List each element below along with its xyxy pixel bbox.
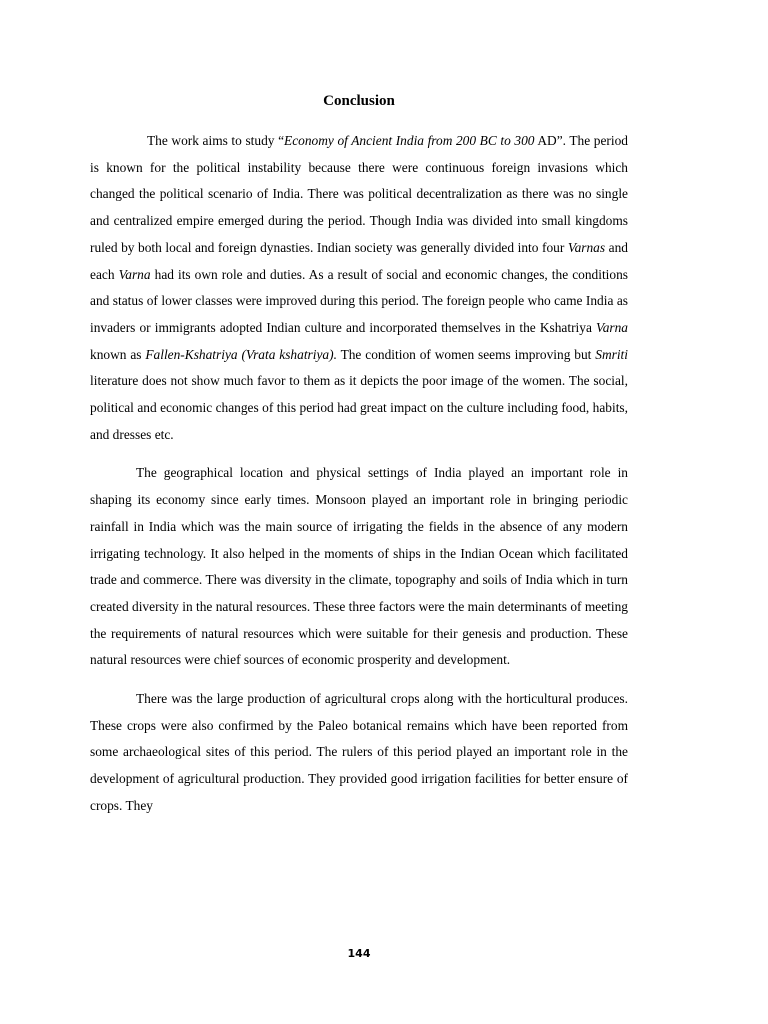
paragraph-1-text: The work aims to study “ [147,133,285,148]
page-number: 144 [347,947,371,960]
paragraph-1-text: literature does not show much favor to them as it depicts the poor image of the women. The social, political and economic changes of this period had great impact on the culture including food, habits, and dresses etc. [90,373,628,442]
paragraph-1-text: and each [90,239,628,282]
document-body [90,128,628,832]
paragraph-1-emphasis: Fallen-Kshatriya (Vrata kshatriya). [145,346,337,362]
paragraph-1-text: had its own role and duties. As a result of social and economic changes, the conditions and status of lower classes were improved during this period. The foreign people who came India as invaders or immigrants adopted Indian culture and incorporated themselves in the Kshatriya [90,266,628,335]
paragraph-1-text: AD”. The period is known for the political instability because there were continuous foreign invasions which changed the political scenario of India. There was political decentralization as there was no single and centralized empire emerged during the period. Though India was divided into small kingdoms ruled by both local and foreign dynasties. Indian society was generally divided into four [90,133,628,255]
paragraph-1-emphasis: Varnas [567,239,606,255]
document-page [90,0,628,1024]
paragraph-2: The geographical location and physical settings of India played an important role in shaping its economy since early times. Monsoon played an important role in bringing periodic rainfall in India which was the main source of irrigating the fields in the absence of any modern irrigating technology. It also helped in the moments of ships in the Indian Ocean which facilitated trade and commerce. There was diversity in the climate, topography and soils of India which in turn created diversity in the natural resources. These three factors were the main determinants of meeting the requirements of natural resources which were suitable for their genesis and production. These natural resources were chief sources of economic prosperity and development. [90,465,628,668]
paragraph-1-text: The condition of women seems improving but [336,346,596,362]
page-title: Conclusion [323,93,395,109]
paragraph-1-emphasis: Varna [118,266,151,282]
paragraph-1-emphasis: Economy of Ancient India from 200 BC to 300 [284,133,535,148]
paragraph-1 [90,128,628,448]
paragraph-1-text: known as [90,346,146,362]
paragraph-1-emphasis: Smriti [595,346,628,362]
paragraph-3: There was the large production of agricultural crops along with the horticultural produces. These crops were also confirmed by the Paleo botanical remains which have been reported from some archaeological sites of this period. The rulers of this period played an important role in the development of agricultural production. They provided good irrigation facilities for better ensure of crops. They [90,691,628,813]
paragraph-1-emphasis: Varna [596,319,628,335]
